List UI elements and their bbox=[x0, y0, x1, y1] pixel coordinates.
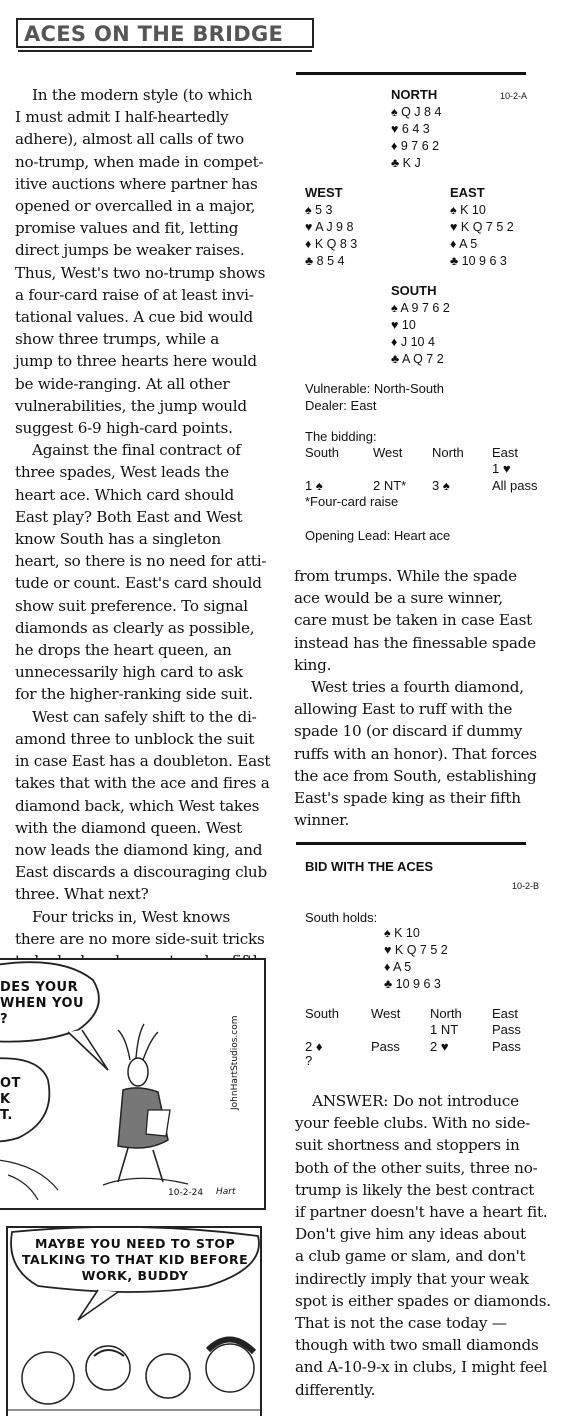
answer-body bbox=[295, 1090, 551, 1401]
text-line: from trumps. While the spade bbox=[294, 567, 517, 585]
pb-cell: 2 ♥ bbox=[430, 1039, 449, 1054]
text-line: That is not the case today — bbox=[295, 1314, 507, 1333]
text-line: East discards a discouraging club bbox=[15, 863, 267, 882]
north-label: NORTH bbox=[391, 87, 438, 102]
text-line: ace would be a sure winner, bbox=[294, 589, 503, 608]
problem-hearts: ♥ K Q 7 5 2 bbox=[384, 943, 448, 957]
north-spades: ♠ Q J 8 4 bbox=[391, 105, 442, 119]
text-line: suit shortness and stoppers in bbox=[295, 1136, 520, 1155]
deal-code: 10-2-A bbox=[500, 91, 528, 101]
pb-cell: Pass bbox=[492, 1039, 521, 1054]
bubble2-line: T. bbox=[0, 1108, 13, 1123]
bid-with-aces-title: BID WITH THE ACES bbox=[305, 859, 434, 874]
text-line: promise values and fit, letting bbox=[15, 219, 239, 238]
opening-lead: Opening Lead: Heart ace bbox=[305, 528, 451, 543]
text-line: be wide-ranging. At all other bbox=[15, 374, 230, 393]
bidding-title: The bidding: bbox=[305, 429, 377, 444]
text-line: In the modern style (to which bbox=[32, 86, 253, 104]
comic-panel-top bbox=[0, 958, 266, 1210]
text-line: ruffs with an honor). That forces bbox=[294, 744, 537, 763]
east-hearts: ♥ K Q 7 5 2 bbox=[450, 220, 514, 234]
comic-strips bbox=[0, 958, 268, 1412]
text-line: opened or overcalled in a major, bbox=[15, 197, 256, 216]
answer-column bbox=[295, 1090, 551, 1401]
text-line: show suit preference. To signal bbox=[15, 596, 248, 615]
east-hand bbox=[450, 202, 514, 270]
west-diamonds: ♦ K Q 8 3 bbox=[305, 237, 358, 251]
west-hearts: ♥ A J 9 8 bbox=[305, 220, 354, 234]
text-line: the ace from South, establishing bbox=[294, 766, 537, 785]
west-clubs: ♣ 8 5 4 bbox=[305, 254, 345, 268]
text-line: diamonds as clearly as possible, bbox=[15, 618, 255, 637]
comic-top-bubble-2 bbox=[0, 1076, 21, 1124]
bottom-bubble-line: MAYBE YOU NEED TO STOP bbox=[34, 1236, 236, 1251]
comic-panel-bottom bbox=[6, 1226, 262, 1416]
text-line: a four-card raise of at least invi- bbox=[15, 285, 254, 304]
bid-header-west: West bbox=[373, 445, 403, 460]
bid-cell: All pass bbox=[492, 478, 538, 493]
vulnerability: Vulnerable: North-South bbox=[305, 381, 444, 396]
text-line: tude or count. East's card should bbox=[15, 574, 262, 593]
text-line: three. What next? bbox=[15, 885, 149, 904]
bidding-note: *Four-card raise bbox=[305, 494, 399, 509]
comic-date: 10-2-24 bbox=[168, 1188, 204, 1198]
article-body-left bbox=[15, 84, 271, 972]
bottom-bubble-line: TALKING TO THAT KID BEFORE bbox=[22, 1252, 249, 1267]
bid-cell: 1 ♠ bbox=[305, 478, 323, 493]
west-label: WEST bbox=[305, 185, 343, 200]
article-left-column bbox=[15, 84, 271, 972]
text-line: know South has a singleton bbox=[15, 530, 221, 549]
text-line: winner. bbox=[294, 811, 350, 830]
problem-bidding-table bbox=[305, 1006, 550, 1066]
text-line: both of the other suits, three no- bbox=[295, 1158, 538, 1177]
text-line: allowing East to ruff with the bbox=[294, 700, 513, 719]
bubble2-line: K bbox=[0, 1092, 11, 1107]
pb-header-west: West bbox=[371, 1006, 401, 1021]
north-clubs: ♣ K J bbox=[391, 156, 421, 170]
bid-header-north: North bbox=[432, 445, 464, 460]
north-diamonds: ♦ 9 7 6 2 bbox=[391, 139, 440, 153]
problem-hand bbox=[384, 925, 448, 993]
south-clubs: ♣ A Q 7 2 bbox=[391, 352, 444, 366]
text-line: West tries a fourth diamond, bbox=[311, 678, 524, 697]
text-line: Against the final contract of bbox=[32, 441, 241, 460]
text-line: your feeble clubs. With no side- bbox=[295, 1114, 531, 1133]
text-line: though with two small diamonds bbox=[295, 1336, 539, 1355]
deal-conditions bbox=[305, 380, 444, 414]
text-line: West can safely shift to the di- bbox=[32, 707, 257, 726]
south-spades: ♠ A 9 7 6 2 bbox=[391, 301, 450, 315]
text-line: spot is either spades or diamonds. bbox=[295, 1291, 551, 1310]
column-masthead bbox=[16, 18, 314, 48]
bidding-table bbox=[305, 445, 550, 515]
comic-bottom-bubble bbox=[22, 1236, 248, 1284]
problem-clubs: ♣ 10 9 6 3 bbox=[384, 977, 441, 991]
pb-cell: ? bbox=[305, 1053, 313, 1068]
text-line: amond three to unblock the suit bbox=[15, 729, 255, 748]
article-body-right bbox=[294, 565, 548, 831]
north-hearts: ♥ 6 4 3 bbox=[391, 122, 430, 136]
pb-cell: Pass bbox=[492, 1022, 521, 1037]
text-line: itive auctions where partner has bbox=[15, 174, 258, 193]
text-line: suggest 6-9 high-card points. bbox=[15, 419, 233, 438]
bid-cell: 3 ♠ bbox=[432, 478, 450, 493]
east-label: EAST bbox=[450, 185, 485, 200]
text-line: Don't give him any ideas about bbox=[295, 1225, 526, 1244]
bottom-bubble-line: WORK, BUDDY bbox=[81, 1268, 189, 1283]
text-line: and A-10-9-x in clubs, I might feel bbox=[295, 1358, 548, 1377]
text-line: East's spade king as their fifth bbox=[294, 789, 521, 808]
east-diamonds: ♦ A 5 bbox=[450, 237, 478, 251]
text-line: heart, so there is no need for atti- bbox=[15, 552, 267, 571]
text-line: diamond back, which West takes bbox=[15, 796, 260, 815]
text-line: no-trump, when made in compet- bbox=[15, 152, 264, 171]
dealer: Dealer: East bbox=[305, 398, 377, 413]
bubble1-line: ? bbox=[0, 1012, 9, 1027]
text-line: indirectly imply that your weak bbox=[295, 1269, 529, 1288]
pb-cell: 2 ♦ bbox=[305, 1039, 323, 1054]
bid-cell: 2 NT* bbox=[373, 478, 407, 493]
pb-cell: Pass bbox=[371, 1039, 400, 1054]
masthead-title: ACES ON THE BRIDGE bbox=[24, 22, 284, 46]
south-holds-label: South holds: bbox=[305, 910, 378, 925]
text-line: Four tricks in, West knows bbox=[32, 907, 231, 926]
text-line: he drops the heart queen, an bbox=[15, 641, 232, 660]
text-line: direct jumps be weaker raises. bbox=[15, 241, 245, 260]
pb-header-north: North bbox=[430, 1006, 462, 1021]
text-line: show three trumps, while a bbox=[15, 330, 220, 349]
north-hand bbox=[391, 104, 441, 172]
text-line: adhere), almost all calls of two bbox=[15, 130, 244, 149]
text-line: unnecessarily high card to ask bbox=[15, 663, 243, 682]
text-line: East play? Both East and West bbox=[15, 507, 243, 526]
comic-credit: JohnHartStudios.com bbox=[230, 1015, 240, 1110]
text-line: jump to three hearts here would bbox=[15, 352, 257, 371]
text-line: spade 10 (or discard if dummy bbox=[294, 722, 523, 741]
bubble1-line: DES YOUR bbox=[0, 980, 79, 995]
section-rule bbox=[296, 842, 526, 845]
text-line: differently. bbox=[295, 1380, 376, 1399]
bid-cell: 1 ♥ bbox=[492, 461, 511, 476]
article-right-column bbox=[294, 565, 548, 831]
text-line: heart ace. Which card should bbox=[15, 485, 235, 504]
east-spades: ♠ K 10 bbox=[450, 203, 486, 217]
west-spades: ♠ 5 3 bbox=[305, 203, 333, 217]
text-line: if partner doesn't have a heart fit. bbox=[295, 1203, 548, 1222]
text-line: for the higher-ranking side suit. bbox=[15, 685, 253, 704]
text-line: care must be taken in case East bbox=[294, 611, 532, 630]
south-hand bbox=[391, 300, 450, 368]
text-line: there are no more side-suit tricks bbox=[15, 929, 265, 948]
top-rule bbox=[296, 72, 526, 75]
text-line: vulnerabilities, the jump would bbox=[15, 396, 247, 415]
text-line: king. bbox=[294, 655, 332, 674]
text-line: takes that with the ace and fires a bbox=[15, 774, 270, 793]
text-line: Thus, West's two no-trump shows bbox=[15, 263, 266, 282]
pb-header-east: East bbox=[492, 1006, 519, 1021]
text-line: I must admit I half-heartedly bbox=[15, 108, 229, 127]
south-hearts: ♥ 10 bbox=[391, 318, 416, 332]
bubble1-line: WHEN YOU bbox=[0, 996, 85, 1011]
south-label: SOUTH bbox=[391, 283, 437, 298]
bubble2-line: OT bbox=[0, 1076, 21, 1091]
bid-header-east: East bbox=[492, 445, 519, 460]
problem-diamonds: ♦ A 5 bbox=[384, 960, 412, 974]
comic-signature: Hart bbox=[216, 1187, 236, 1197]
text-line: in case East has a doubleton. East bbox=[15, 752, 271, 771]
text-line: three spades, West leads the bbox=[15, 463, 229, 482]
west-hand bbox=[305, 202, 357, 270]
text-line: with the diamond queen. West bbox=[15, 818, 242, 837]
bid-with-aces-code: 10-2-B bbox=[512, 881, 540, 891]
east-clubs: ♣ 10 9 6 3 bbox=[450, 254, 507, 268]
text-line: instead has the finessable spade bbox=[294, 633, 536, 652]
text-line: a club game or slam, and don't bbox=[295, 1247, 526, 1266]
text-line: now leads the diamond king, and bbox=[15, 840, 263, 859]
text-line: tational values. A cue bid would bbox=[15, 308, 254, 327]
text-line: trump is likely the best contract bbox=[295, 1180, 535, 1199]
pb-cell: 1 NT bbox=[430, 1022, 459, 1037]
bid-header-south: South bbox=[305, 445, 339, 460]
comic-top-bubble-1 bbox=[0, 980, 84, 1028]
text-line: ANSWER: Do not introduce bbox=[312, 1092, 519, 1110]
south-diamonds: ♦ J 10 4 bbox=[391, 335, 435, 349]
problem-spades: ♠ K 10 bbox=[384, 926, 420, 940]
pb-header-south: South bbox=[305, 1006, 339, 1021]
